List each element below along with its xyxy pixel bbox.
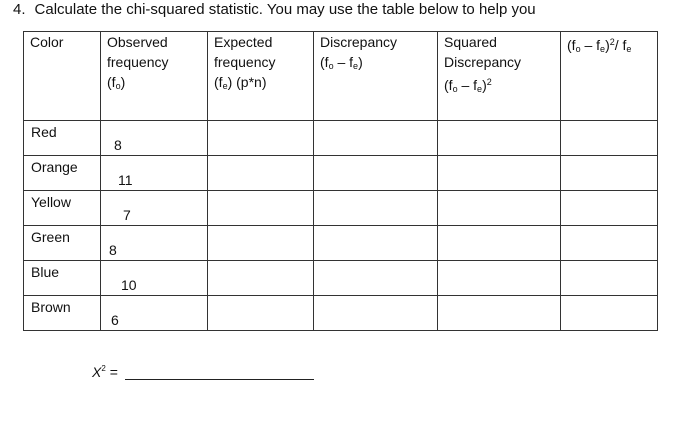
discrepancy-cell[interactable] — [314, 226, 438, 261]
expected-cell[interactable] — [208, 156, 314, 191]
color-cell: Orange — [24, 156, 101, 191]
question-prompt: Calculate the chi-squared statistic. You may use the table below to help you — [34, 1, 536, 18]
observed-cell: 11 — [101, 156, 208, 191]
header-discrepancy: Discrepancy $(f_o - f_e)$ — [314, 32, 438, 121]
table-row — [24, 296, 658, 331]
discrepancy-cell[interactable] — [314, 191, 438, 226]
expected-cell[interactable] — [208, 121, 314, 156]
observed-cell: 8 — [101, 226, 208, 261]
color-cell: Yellow — [24, 191, 101, 226]
header-squared-discrepancy: Squared Discrepancy $(f_o - f_e)^2$ — [438, 32, 561, 121]
squared-discrepancy-cell[interactable] — [438, 121, 561, 156]
observed-cell: 8 — [101, 121, 208, 156]
ratio-cell[interactable] — [561, 191, 658, 226]
question-number: 4. — [13, 1, 26, 18]
expected-cell[interactable] — [208, 226, 314, 261]
header-color: Color — [24, 32, 101, 121]
observed-cell: 7 — [101, 191, 208, 226]
table-row — [24, 156, 658, 191]
discrepancy-cell[interactable] — [314, 121, 438, 156]
squared-discrepancy-cell[interactable] — [438, 156, 561, 191]
color-cell: Green — [24, 226, 101, 261]
header-observed: Observed frequency $(f_o)$ — [101, 32, 208, 121]
observed-cell: 10 — [101, 261, 208, 296]
header-expected: Expected frequency $(f_e)$ (p*n) — [208, 32, 314, 121]
color-cell: Red — [24, 121, 101, 156]
observed-cell: 6 — [101, 296, 208, 331]
ratio-cell[interactable] — [561, 121, 658, 156]
ratio-cell[interactable] — [561, 261, 658, 296]
table-row — [24, 191, 658, 226]
squared-discrepancy-cell[interactable] — [438, 191, 561, 226]
color-cell: Brown — [24, 296, 101, 331]
table-row — [24, 261, 658, 296]
chi-squared-label: $X^2$ = — [92, 364, 118, 380]
discrepancy-cell[interactable] — [314, 156, 438, 191]
squared-discrepancy-cell[interactable] — [438, 296, 561, 331]
chi-squared-answer-line[interactable] — [125, 379, 314, 380]
squared-discrepancy-cell[interactable] — [438, 261, 561, 296]
header-ratio: $(f_o - f_e)^2/$ $f_e$ — [561, 32, 658, 121]
table-row — [24, 121, 658, 156]
question-text — [13, 1, 536, 18]
expected-cell[interactable] — [208, 191, 314, 226]
color-cell: Blue — [24, 261, 101, 296]
ratio-cell[interactable] — [561, 296, 658, 331]
chi-squared-table — [23, 31, 658, 331]
table-row — [24, 226, 658, 261]
discrepancy-cell[interactable] — [314, 261, 438, 296]
ratio-cell[interactable] — [561, 226, 658, 261]
expected-cell[interactable] — [208, 261, 314, 296]
ratio-cell[interactable] — [561, 156, 658, 191]
expected-cell[interactable] — [208, 296, 314, 331]
squared-discrepancy-cell[interactable] — [438, 226, 561, 261]
table-header-row — [24, 32, 658, 121]
discrepancy-cell[interactable] — [314, 296, 438, 331]
